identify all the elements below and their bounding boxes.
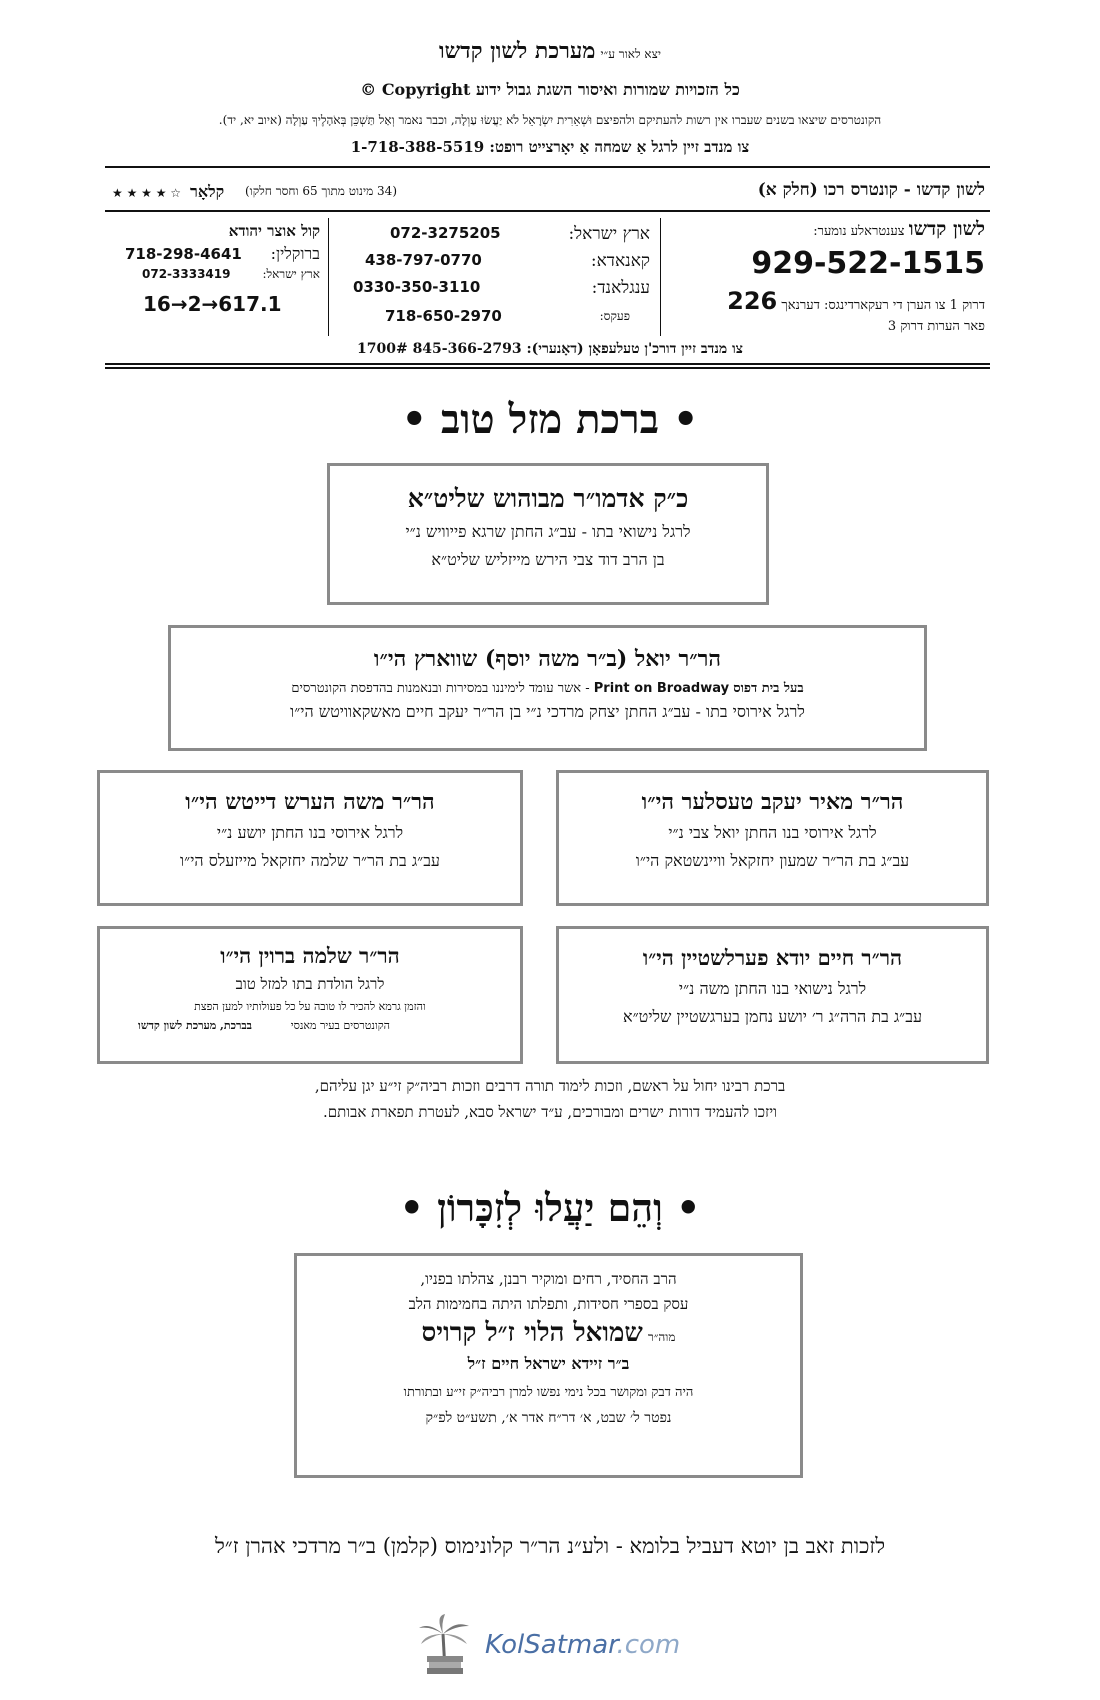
memorial-line: עסק בספרי חסידות, ותפלתו היתה בחמימות הלב <box>408 1295 689 1313</box>
header-prefix: יצא לאור ע״י <box>600 47 662 61</box>
contact-subtitle: צענטראלע נומער: <box>813 224 905 239</box>
box-line: לרגל הולדת בתו למזל טוב <box>235 975 385 993</box>
box-line: עב״ג בת הרה״ג ר׳ יושע נחמן בערגשטיין שליט״א <box>623 1007 922 1026</box>
header-line1 <box>0 38 1100 64</box>
records-number: 226 <box>727 287 778 315</box>
box-line: עב״ג בת הר״ר שמעון יחזקאל וויינשטאק הי״ו <box>635 851 910 870</box>
region-label: ענגלאנד: <box>591 278 650 298</box>
dedication-line: לזכות זאב בן יוטא דעביל בלומא - ולע״נ הר״ר קלונימוס (קלמן) ב״ר מרדכי אהרן ז״ל <box>214 1534 886 1558</box>
records-label: דרוק 1 צו הערן די רעקארדינגס: דערנאך <box>781 298 985 313</box>
box-title: הר״ר יואל (ב״ר משה יוסף) שווארץ הי״ו <box>373 646 722 672</box>
printer-note: - אשר עומד לימיננו במסירות ובנאמנות בהדפסת הקונטרסים <box>291 681 590 696</box>
region-row <box>345 278 650 305</box>
contact-title: לשון קדשו <box>908 218 985 240</box>
region-row <box>345 305 650 332</box>
clarity-label: קלאָר <box>190 182 225 201</box>
region-row <box>345 251 650 278</box>
region-row <box>345 224 650 251</box>
box-line: לרגל אירוסי בנו החתן יושע נ״י <box>216 823 404 842</box>
records-instructions <box>727 287 985 315</box>
printer-label: בעל בית דפוס <box>733 681 804 696</box>
central-number-label <box>813 218 985 241</box>
box-line <box>171 680 924 696</box>
box-title: הר״ר משה הערש דייטש הי״ו <box>185 789 435 815</box>
mazel-tov-box-5 <box>556 926 989 1064</box>
logo-text <box>485 1630 680 1660</box>
notes-line: פאר הערות דרוק 3 <box>887 319 985 334</box>
copyright-line: כל הזכויות שמורות ואיסור השגת גבול ידוע Copyright © <box>360 80 740 99</box>
divider <box>660 218 661 336</box>
divider <box>105 166 990 168</box>
kol-otzar-title: קול אוצר יהודא <box>228 222 320 240</box>
blessing-line: ויזכו להעמיד דורות ישרים ומבורכים, ע״ד ישראל סבא, לעטרת תפארת אבותם. <box>323 1103 777 1121</box>
rights-notice: הקונטרסים שיצאו בשנים שעברו אין רשות להעתיקם ולהפיצם וּשְׁאֵרִית יִשְׂרָאֵל לֹא יַעֲשׂוּ עַוְלָה, וכבר נאמר וְאַל תַּשְׁכֵּן בְּאֹהָלֶיךָ עַוְלָה (איוב יא, יד). <box>218 113 882 127</box>
mazel-tov-box-1 <box>327 463 769 605</box>
region-phone[interactable]: 718-650-2970 <box>385 307 502 325</box>
kuntres-title: לשון קדשו - קונטרס רכו (חלק א) <box>757 180 985 200</box>
box-line: והזמן גרמא להכיר לו טובה על כל פעולותיו למען הפצת <box>194 1000 426 1013</box>
logo-suffix: .com <box>616 1630 681 1660</box>
divider <box>105 210 990 212</box>
israel-label: ארץ ישראל: <box>262 267 320 281</box>
memorial-name: שמואל הלוי ז״ל קרויס <box>421 1318 643 1348</box>
box-line: בן הרב דוד צבי הירש מייזליש שליט״א <box>431 550 665 569</box>
box-title: הר״ר מאיר יעקב טעסלער הי״ו <box>641 789 904 815</box>
memorial-line: ב״ר זיידא ישראל חיים ז״ל <box>467 1354 630 1373</box>
memorial-name-line <box>297 1318 800 1348</box>
duration-note: (34 מינוט מתוך 65 וחסר חלקו) <box>245 184 397 198</box>
israel-phone[interactable]: 072-3333419 <box>142 267 231 281</box>
blessing-line: ברכת רבינו יחול על ראשם, וזכות לימוד תורה דרבים וזכות רביה״ק זי״ע יגן עליהם, <box>314 1077 786 1095</box>
region-phone[interactable]: 072-3275205 <box>390 224 501 242</box>
box-title: הר״ר שלמה ברוין הי״ו <box>220 943 400 968</box>
divider <box>105 363 990 365</box>
memorial-box <box>294 1253 803 1478</box>
region-phone[interactable]: 438-797-0770 <box>365 251 482 269</box>
printer-name: Print on Broadway <box>593 681 730 696</box>
box-title: כ״ק אדמו״ר מבוהוש שליט״א <box>407 484 689 513</box>
logo-main: KolSatmar <box>485 1630 617 1660</box>
box-line: עב״ג בת הר״ר שלמה יחזקאל מייזעלס הי״ו <box>180 851 440 870</box>
memorial-prefix: מוה״ר <box>647 1330 676 1344</box>
mazel-tov-box-6 <box>97 926 523 1064</box>
region-label: ארץ ישראל: <box>568 224 650 244</box>
box-title: הר״ר חיים יודא פערלשטיין הי״ו <box>642 945 903 970</box>
mazel-tov-box-2 <box>168 625 927 751</box>
kolsatmar-logo[interactable] <box>415 1612 705 1682</box>
box-line <box>100 1019 520 1035</box>
box-line: לרגל אירוסי בתו - עב״ג החתן יצחק מרדכי נ״י בן הר״ר יעקב חיים מאשקאוויטש הי״ו <box>290 702 805 721</box>
brooklyn-label: ברוקלין: <box>270 244 320 263</box>
donate-line: צו מנדב זיין דורכ'ן טעלעפאָן (דאָנערי): 845-366-2793 1700# <box>356 341 743 357</box>
region-phone[interactable]: 0330-350-3110 <box>353 278 481 296</box>
kol-otzar-code: 16→2→617.1 <box>143 292 282 316</box>
region-label: פעקס: <box>599 309 630 323</box>
rating-stars: ★ ★ ★ ★ ☆ <box>112 186 182 200</box>
mazel-tov-title: • ברכת מזל טוב • <box>401 396 699 443</box>
box-line: לרגל נישואי בנו החתן משה נ״י <box>678 979 867 998</box>
publisher-name: מערכת לשון קדשו <box>438 38 596 64</box>
divider <box>105 367 990 369</box>
box-signoff: בברכת, מערכת לשון קדשו <box>138 1019 252 1032</box>
box-line-right: הקונטרסים בעיר מאנסי <box>290 1019 390 1032</box>
box-line: לרגל נישואי בתו - עב״ג החתן שרגא פייוויש נ״י <box>405 522 691 541</box>
mazel-tov-box-4 <box>97 770 523 906</box>
divider <box>328 218 329 336</box>
memorial-line: הרב החסיד, רחים ומוקיר רבנן, צהלתו בפניו, <box>420 1270 677 1288</box>
region-label: קאנאדא: <box>590 251 650 271</box>
mazel-tov-box-3 <box>556 770 989 906</box>
main-phone-number[interactable]: 929-522-1515 <box>751 246 985 281</box>
box-line: לרגל אירוסי בנו החתן יואל צבי נ״י <box>668 823 877 842</box>
memorial-line: נפטר ל׳ שבט, א׳ דר״ח אדר א׳, תשע״ט לפ״ק <box>425 1410 672 1426</box>
brooklyn-phone[interactable]: 718-298-4641 <box>125 245 242 263</box>
regional-numbers <box>345 224 650 332</box>
yahrzeit-line: צו מנדב זיין לרגל אַ שמחה אַ יאָרצייט רופט: 1-718-388-5519 <box>350 138 750 156</box>
memorial-line: היה דבק ומקושר בכל נימי נפשו למרן רביה״ק זי״ע ובתורתו <box>403 1385 694 1400</box>
palm-tree-icon <box>415 1612 475 1676</box>
memorial-title: • וְהֵם יַעֲלוּ לְזִכָּרוֹן • <box>399 1185 701 1230</box>
